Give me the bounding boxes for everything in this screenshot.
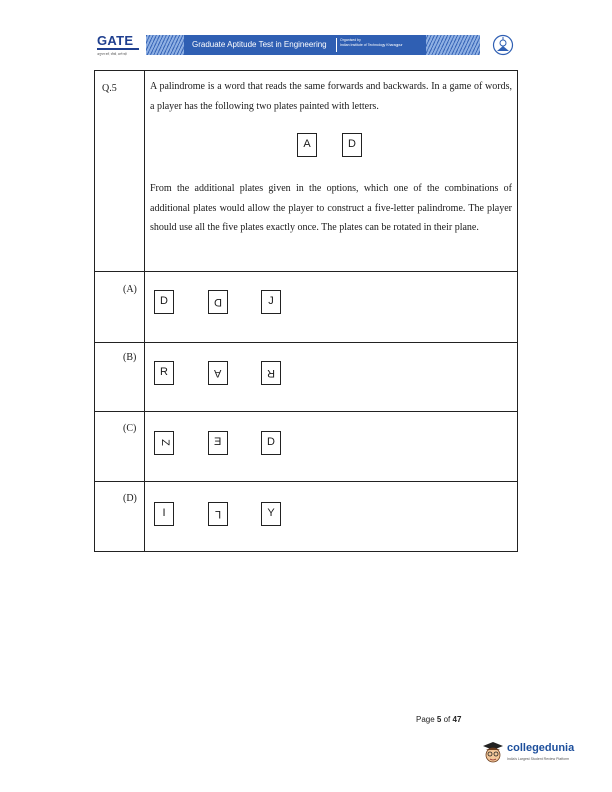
plate-letter: R — [160, 366, 168, 378]
gate-logo-underline — [97, 48, 139, 50]
option-b-plate — [261, 361, 281, 385]
row-divider — [95, 481, 517, 482]
graduate-mascot-icon — [481, 740, 505, 768]
header-banner — [146, 35, 480, 55]
question-stem-part2: From the additional plates given in the options, which one of the combinations of additional plates would allow the player to construct a five-letter palindrome. The player should use all the five plates exactly once. The plates can be rotated in their plane. — [150, 183, 512, 233]
plate-letter: I — [162, 507, 166, 519]
gate-logo-tagline: अनुभव करें, सीखें, आगे बढ़ें — [97, 52, 127, 56]
organizer — [340, 38, 403, 48]
brand-name: collegedunia — [507, 742, 575, 754]
plate-letter: D — [267, 436, 275, 448]
option-d-plate — [154, 502, 174, 526]
row-divider — [95, 342, 517, 343]
plate-letter: D — [348, 138, 356, 150]
option-c-plate — [154, 431, 174, 455]
plate-letter: J — [268, 295, 274, 307]
option-b-plate — [208, 361, 228, 385]
option-d-plate — [208, 502, 228, 526]
brand-tagline: India's Largest Student Review Platform — [507, 757, 570, 761]
page-total: 47 — [452, 715, 462, 724]
option-c-plate — [261, 431, 281, 455]
row-divider — [95, 271, 517, 272]
page-current: 5 — [436, 715, 442, 724]
page-number — [416, 715, 461, 724]
plate-letter: D — [160, 295, 168, 307]
plate-letter: D — [214, 296, 222, 308]
page-of: of — [443, 715, 451, 724]
exam-title: Graduate Aptitude Test in Engineering — [192, 40, 327, 49]
row-divider — [95, 411, 517, 412]
option-b-plate — [154, 361, 174, 385]
gate-logo-text: GATE — [97, 33, 134, 48]
question-table — [94, 70, 518, 552]
collegedunia-logo — [481, 740, 575, 770]
option-c-plate — [208, 431, 228, 455]
option-a-plate — [208, 290, 228, 314]
plate-letter: Y — [267, 507, 275, 519]
gate-logo — [94, 32, 142, 58]
banner-divider — [336, 38, 337, 52]
option-a-plate — [261, 290, 281, 314]
given-plate — [297, 133, 317, 157]
option-label-b: (B) — [123, 352, 137, 363]
option-a-plate — [154, 290, 174, 314]
option-label-c: (C) — [123, 423, 137, 434]
organized-by-label: Organised by — [340, 38, 361, 42]
plate-letter: E — [214, 436, 222, 448]
option-d-plate — [261, 502, 281, 526]
column-divider — [144, 71, 145, 551]
question-stem-part1: A palindrome is a word that reads the same forwards and backwards. In a game of words, a player has the following two plates painted with letters. — [150, 81, 512, 112]
option-label-d: (D) — [123, 493, 137, 504]
option-label-a: (A) — [123, 284, 137, 295]
plate-letter: A — [214, 367, 222, 379]
page-header — [94, 30, 518, 60]
question-number: Q.5 — [102, 83, 117, 94]
plate-letter: A — [303, 138, 311, 150]
plate-letter: R — [267, 367, 275, 379]
organizer-institute: Indian Institute of Technology Kharagpur — [340, 43, 403, 47]
plate-letter: L — [214, 508, 222, 520]
header-banner-band — [184, 35, 426, 55]
iit-kgp-emblem-icon — [492, 34, 514, 56]
plate-letter: Z — [158, 439, 171, 446]
given-plate — [342, 133, 362, 157]
page-prefix: Page — [416, 715, 435, 724]
